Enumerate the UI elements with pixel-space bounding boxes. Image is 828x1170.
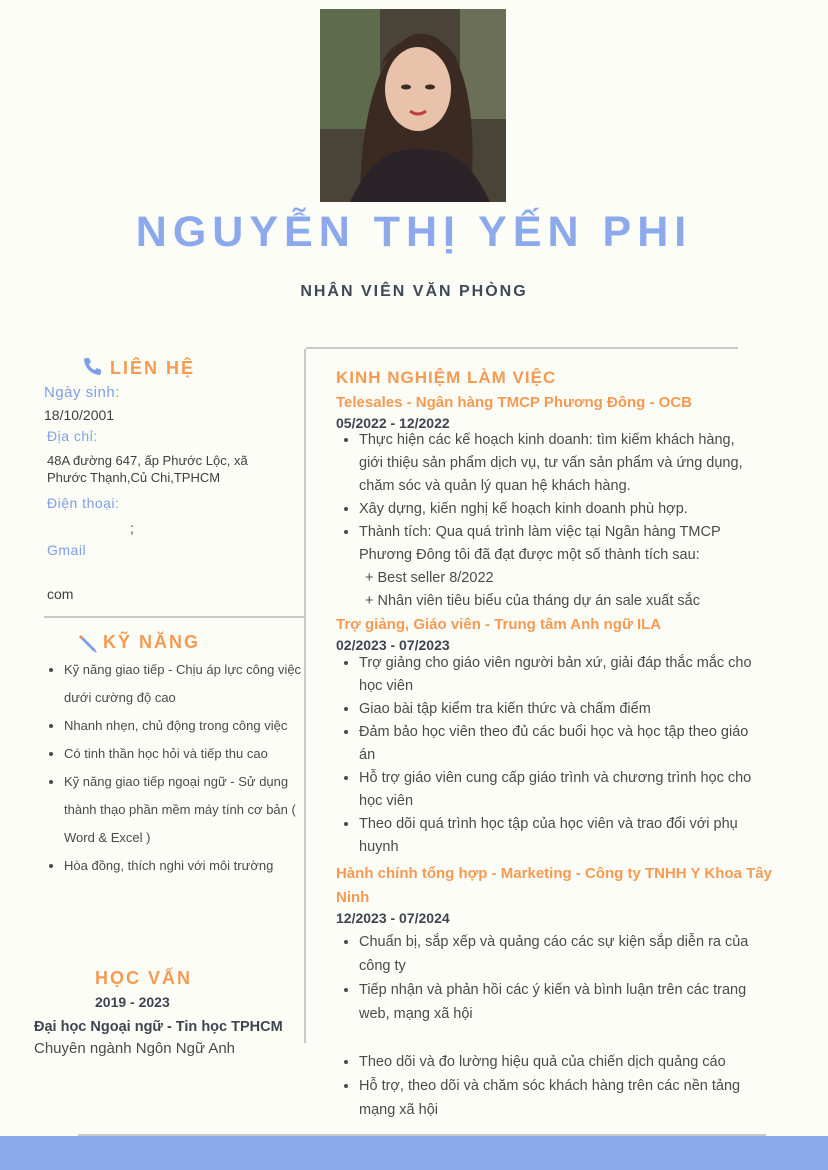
pencil-icon [78, 632, 100, 659]
job1-achievement: + Best seller 8/2022 [365, 570, 494, 586]
job1-bullets [337, 429, 757, 567]
gmail-label: Gmail [47, 542, 87, 558]
job-title: NHÂN VIÊN VĂN PHÒNG [300, 283, 528, 300]
gmail-value: com [47, 586, 74, 602]
footer-bar [0, 1136, 828, 1170]
job2-details [337, 652, 757, 859]
job3-details-more [337, 1050, 767, 1122]
education-heading: HỌC VẤN [95, 968, 193, 988]
list-item: • Giao bài tập kiểm tra kiến thức và chấm điểm [359, 698, 757, 721]
job3-bullets [337, 930, 757, 1026]
list-item: • Hòa đồng, thích nghi với môi trường [64, 852, 314, 880]
education-school: Đại học Ngoại ngữ - Tin học TPHCM [34, 1019, 283, 1035]
education-years: 2019 - 2023 [95, 994, 170, 1010]
top-divider [306, 347, 738, 349]
phone-icon [82, 356, 102, 381]
job1-title: Telesales - Ngân hàng TMCP Phương Đông - OCB [336, 394, 692, 411]
list-item: • Theo dõi và đo lường hiệu quả của chiến dịch quảng cáo [359, 1050, 767, 1074]
list-item: • Đảm bảo học viên theo đủ các buổi học và học tập theo giáo án [359, 721, 757, 767]
job1-details [337, 429, 757, 613]
education-major: Chuyên ngành Ngôn Ngữ Anh [34, 1040, 236, 1057]
list-item: • Thành tích: Qua quá trình làm việc tại Ngân hàng TMCP Phương Đông tôi đã đạt được một số thành tích sau: [359, 521, 757, 567]
job3-bullets-more [337, 1050, 767, 1122]
list-item: • Kỹ năng giao tiếp ngoại ngữ - Sử dụng thành thạo phần mềm máy tính cơ bản ( Word & Excel ) [64, 768, 314, 852]
birth-label: Ngày sinh: [44, 384, 120, 401]
skills-list [44, 656, 314, 880]
list-item: • Chuẩn bị, sắp xếp và quảng cáo các sự kiện sắp diễn ra của công ty [359, 930, 757, 978]
job2-date: 02/2023 - 07/2023 [336, 637, 450, 653]
list-item: • Trợ giảng cho giáo viên người bản xứ, giải đáp thắc mắc cho học viên [359, 652, 757, 698]
candidate-name: NGUYỄN THỊ YẾN PHI [135, 208, 693, 256]
list-item: • Hỗ trợ giáo viên cung cấp giáo trình và chương trình học cho học viên [359, 767, 757, 813]
skills-heading: KỸ NĂNG [103, 632, 201, 652]
job3-title: Hành chính tổng hợp - Marketing - Công ty TNHH Y Khoa Tây Ninh [336, 865, 772, 906]
list-item: • Xây dựng, kiến nghị kế hoạch kinh doanh phù hợp. [359, 498, 757, 521]
experience-heading: KINH NGHIỆM LÀM VIỆC [336, 368, 557, 387]
phone-value: ; [130, 520, 134, 536]
birth-value: 18/10/2001 [44, 407, 115, 423]
list-item: • Nhanh nhẹn, chủ động trong công việc [64, 712, 314, 740]
job2-title: Trợ giảng, Giáo viên - Trung tâm Anh ngữ ILA [336, 616, 662, 633]
job1-achievement: + Nhân viên tiêu biểu của tháng dự án sale xuất sắc [365, 593, 700, 609]
address-label: Địa chỉ: [47, 428, 98, 444]
job1-date: 05/2022 - 12/2022 [336, 415, 450, 431]
phone-label: Điện thoại: [47, 495, 120, 511]
list-item: • Có tinh thần học hỏi và tiếp thu cao [64, 740, 314, 768]
list-item: • Hỗ trợ, theo dõi và chăm sóc khách hàng trên các nền tảng mạng xã hội [359, 1074, 767, 1122]
list-item: • Kỹ năng giao tiếp - Chịu áp lực công việc dưới cường độ cao [64, 656, 314, 712]
list-item: • Tiếp nhận và phản hồi các ý kiến và bình luận trên các trang web, mạng xã hội [359, 978, 757, 1026]
contact-heading: LIÊN HỆ [110, 358, 196, 378]
job3-details [337, 930, 757, 1026]
profile-photo [320, 9, 506, 202]
list-item: • Thực hiện các kế hoạch kinh doanh: tìm kiếm khách hàng, giới thiệu sản phẩm dịch vụ, tư vấn sản phẩm và ứng dụng, chăm sóc và quản lý quan hệ khách hàng. [359, 429, 757, 498]
address-value: 48A đường 647, ấp Phước Lộc, xã Phước Thạnh,Củ Chi,TPHCM [47, 453, 248, 485]
list-item: • Theo dõi quá trình học tập của học viên và trao đổi với phụ huynh [359, 813, 757, 859]
job3-date: 12/2023 - 07/2024 [336, 910, 450, 926]
contact-divider [44, 616, 304, 618]
job2-bullets [337, 652, 757, 859]
